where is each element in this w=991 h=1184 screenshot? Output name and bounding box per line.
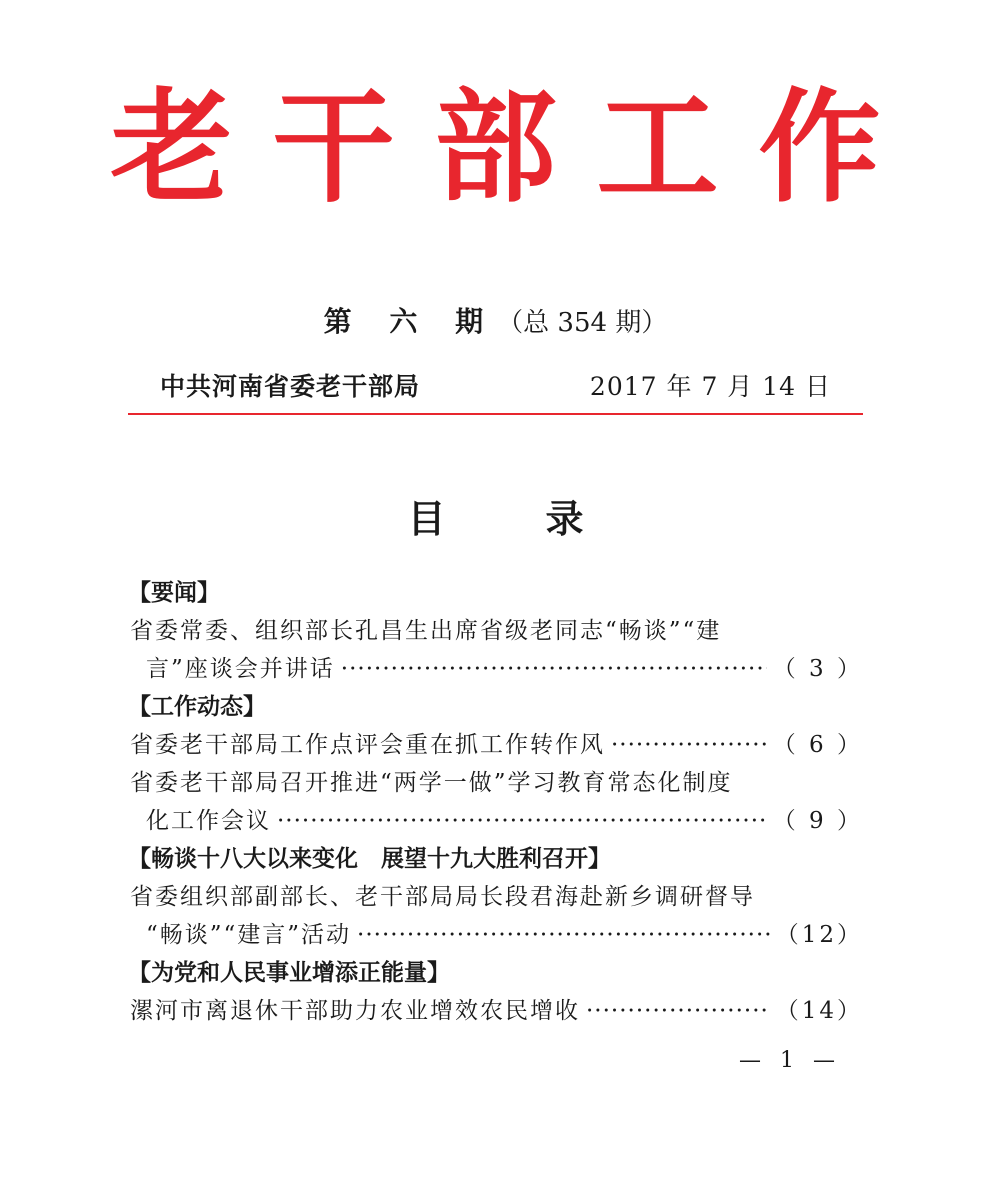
toc-entry[interactable] xyxy=(128,992,863,1030)
issue-number: 第 六 期 xyxy=(323,305,498,338)
toc-entry-line[interactable]: 省委常委、组织部长孔昌生出席省级老同志“畅谈”“建 xyxy=(130,618,722,644)
masthead-title: 老干部工作 xyxy=(110,77,921,219)
toc-entry-continuation[interactable] xyxy=(128,650,863,688)
toc-entry-continuation[interactable] xyxy=(128,802,863,840)
toc-section-heading: 【为党和人民事业增添正能量】 xyxy=(128,960,450,986)
toc-page-number: （ 9 ） xyxy=(772,808,863,834)
toc-entry-line[interactable]: 省委老干部局召开推进“两学一做”学习教育常态化制度 xyxy=(130,770,733,796)
toc-page-number: （14） xyxy=(775,998,863,1024)
toc-section-heading: 【要闻】 xyxy=(128,580,220,606)
publish-date: 2017 年 7 月 14 日 xyxy=(589,372,831,401)
toc-entry-continuation[interactable] xyxy=(128,916,863,954)
leader-dots xyxy=(357,916,770,954)
toc-section-heading: 【工作动态】 xyxy=(128,694,266,720)
toc-entry-text: 化工作会议 xyxy=(146,808,271,834)
leader-dots xyxy=(611,726,767,764)
page-number: — 1 — xyxy=(739,1048,841,1073)
toc-title: 目录 xyxy=(407,496,684,541)
toc-entry[interactable] xyxy=(128,726,863,764)
toc-section-heading: 【畅谈十八大以来变化 展望十九大胜利召开】 xyxy=(128,846,611,872)
toc-page-number: （ 3 ） xyxy=(772,656,863,682)
toc-entry-text: 漯河市离退休干部助力农业增效农民增收 xyxy=(130,998,580,1024)
toc-entry-text: 省委老干部局工作点评会重在抓工作转作风 xyxy=(130,732,605,758)
issue-total: （总 354 期） xyxy=(497,308,668,338)
publisher: 中共河南省委老干部局 xyxy=(160,372,421,401)
header-divider xyxy=(128,413,863,415)
issue-line xyxy=(0,302,991,343)
leader-dots xyxy=(277,802,767,840)
leader-dots xyxy=(586,992,770,1030)
table-of-contents xyxy=(128,574,863,1030)
leader-dots xyxy=(341,650,767,688)
toc-entry-text: “畅谈”“建言”活动 xyxy=(146,922,352,948)
toc-entry-text: 言”座谈会并讲话 xyxy=(146,656,335,682)
toc-entry-line[interactable]: 省委组织部副部长、老干部局局长段君海赴新乡调研督导 xyxy=(130,884,755,910)
toc-page-number: （12） xyxy=(775,922,863,948)
toc-page-number: （ 6 ） xyxy=(772,732,863,758)
